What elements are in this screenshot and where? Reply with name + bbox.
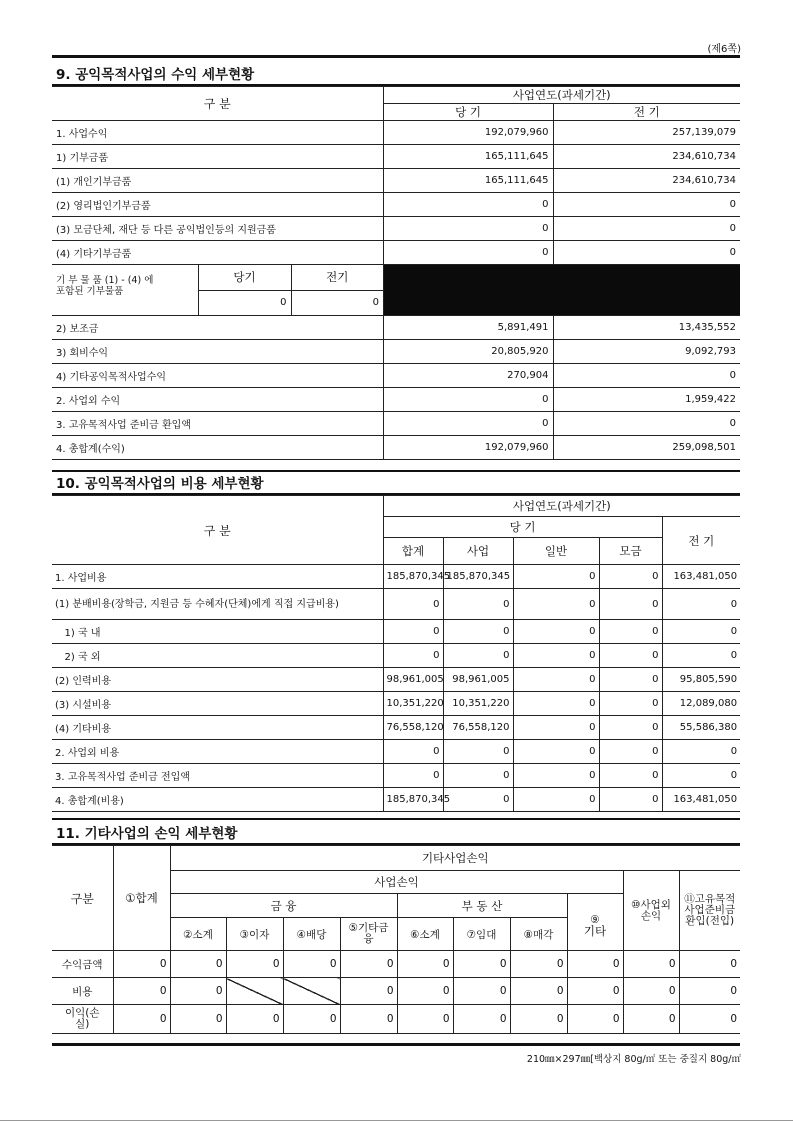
- cell-total: 98,961,005: [383, 668, 443, 692]
- cell-subtotal-re: 0: [397, 978, 453, 1005]
- cell-sale: 0: [510, 1005, 567, 1034]
- goods-current-header: 당기: [198, 265, 291, 290]
- h-etc-label: 기타: [583, 924, 607, 938]
- row-label: 3. 고유목적사업 준비금 환입액: [52, 412, 383, 436]
- cell-fund: 0: [599, 620, 662, 644]
- cell-fund: 0: [599, 740, 662, 764]
- cell-general: 0: [513, 668, 599, 692]
- row-label: (4) 기타비용: [52, 716, 383, 740]
- cell-sale: 0: [510, 951, 567, 978]
- cell-total: 10,351,220: [383, 692, 443, 716]
- cell-prior: 13,435,552: [553, 316, 740, 340]
- bottom-rule: [52, 1043, 740, 1046]
- cell-prior: 0: [662, 644, 740, 668]
- h-dividend: ④배당: [283, 918, 340, 951]
- cell-dividend: 0: [283, 1005, 340, 1034]
- cell-business: 76,558,120: [443, 716, 513, 740]
- cell-fund: 0: [599, 716, 662, 740]
- cell-rent: 0: [453, 1005, 510, 1034]
- row-label: (3) 모금단체, 재단 등 다른 공익법인등의 지원금품: [52, 217, 383, 241]
- row-label: 수익금액: [52, 951, 113, 978]
- cell-nonbiz: 0: [623, 1005, 679, 1034]
- cell-current: 0: [383, 217, 553, 241]
- cell-reserve: 0: [679, 951, 740, 978]
- cell-prior: 0: [662, 764, 740, 788]
- cell-prior: 9,092,793: [553, 340, 740, 364]
- row-label: 2) 국 외: [52, 644, 383, 668]
- cell-current: 20,805,920: [383, 340, 553, 364]
- cell-interest: 0: [226, 1005, 283, 1034]
- cell-prior: 0: [553, 241, 740, 265]
- cell-business: 0: [443, 589, 513, 620]
- goods-label: [52, 265, 198, 315]
- diagonal-cell: [283, 978, 340, 1005]
- cell-nonbiz: 0: [623, 978, 679, 1005]
- cell-subtotal-re: 0: [397, 951, 453, 978]
- h-etc: [567, 894, 623, 951]
- header-gubun: 구 분: [52, 496, 383, 565]
- row-label: 1) 국 내: [52, 620, 383, 644]
- cell-fund: 0: [599, 644, 662, 668]
- cell-general: 0: [513, 764, 599, 788]
- cell-current: 270,904: [383, 364, 553, 388]
- revenue-table: [52, 86, 740, 460]
- cell-total: 0: [113, 1005, 170, 1034]
- cell-current: 165,111,645: [383, 169, 553, 193]
- cell-prior: 95,805,590: [662, 668, 740, 692]
- row-label: 4. 총합계(수익): [52, 436, 383, 460]
- goods-current: 0: [198, 290, 291, 315]
- cell-general: 0: [513, 716, 599, 740]
- diagonal-cell: [226, 978, 283, 1005]
- cell-fund: 0: [599, 589, 662, 620]
- goods-prior: 0: [291, 290, 383, 315]
- cell-business: 185,870,345: [443, 565, 513, 589]
- header-prior: 전 기: [553, 104, 740, 121]
- cell-prior: 234,610,734: [553, 169, 740, 193]
- header-current: 당 기: [383, 517, 662, 538]
- cell-general: 0: [513, 620, 599, 644]
- section-divider: [52, 55, 740, 58]
- cell-subtotal-re: 0: [397, 1005, 453, 1034]
- cell-prior: 0: [662, 620, 740, 644]
- cell-prior: 0: [553, 217, 740, 241]
- cell-subtotal-fin: 0: [170, 978, 226, 1005]
- goods-subtable: [52, 265, 383, 315]
- section11-title: 11. 기타사업의 손익 세부현황: [56, 826, 238, 842]
- h-subtotal-re: ⑥소계: [397, 918, 453, 951]
- cell-total: 0: [383, 764, 443, 788]
- row-label: 1. 사업비용: [52, 565, 383, 589]
- cell-current: 0: [383, 388, 553, 412]
- cell-general: 0: [513, 644, 599, 668]
- row-label: 3. 고유목적사업 준비금 전입액: [52, 764, 383, 788]
- col-business: 사업: [443, 538, 513, 565]
- col-fundraising: 모금: [599, 538, 662, 565]
- cell-fund: 0: [599, 788, 662, 812]
- cell-prior: 0: [662, 589, 740, 620]
- cell-total: 76,558,120: [383, 716, 443, 740]
- cell-business: 0: [443, 620, 513, 644]
- cell-fund: 0: [599, 565, 662, 589]
- cell-total: 0: [383, 644, 443, 668]
- cell-general: 0: [513, 788, 599, 812]
- cell-subtotal-fin: 0: [170, 1005, 226, 1034]
- cell-prior: 257,139,079: [553, 121, 740, 145]
- cell-subtotal-fin: 0: [170, 951, 226, 978]
- h-sale: ⑧매각: [510, 918, 567, 951]
- h-business: 사업손익: [170, 871, 623, 894]
- cell-prior: 0: [553, 412, 740, 436]
- row-label: 4) 기타공익목적사업수익: [52, 364, 383, 388]
- row-label: (3) 시설비용: [52, 692, 383, 716]
- other-business-table: [52, 845, 740, 1034]
- cell-prior: 0: [662, 740, 740, 764]
- cell-total: 185,870,345: [383, 565, 443, 589]
- cell-other-fin: 0: [340, 951, 397, 978]
- cell-rent: 0: [453, 951, 510, 978]
- cell-fund: 0: [599, 668, 662, 692]
- cell-current: 192,079,960: [383, 121, 553, 145]
- header-year: 사업연도(과세기간): [383, 496, 740, 517]
- h-nonbiz: ⑩사업외손익: [623, 871, 679, 951]
- cell-etc: 0: [567, 978, 623, 1005]
- cell-reserve: 0: [679, 978, 740, 1005]
- blacked-out-cell: [383, 265, 740, 316]
- section-divider: [52, 818, 740, 820]
- h-subtotal-fin: ②소계: [170, 918, 226, 951]
- page-edge-line: [0, 1120, 793, 1121]
- goods-label-line1: 기 부 물 품 (1) - (4) 에: [56, 275, 154, 286]
- cell-total: 0: [113, 978, 170, 1005]
- row-label: 2. 사업외 수익: [52, 388, 383, 412]
- col-total: 합계: [383, 538, 443, 565]
- expense-table: [52, 495, 740, 812]
- cell-business: 0: [443, 788, 513, 812]
- header-prior: 전 기: [662, 517, 740, 565]
- row-label: 3) 회비수익: [52, 340, 383, 364]
- h-total: ①합계: [113, 846, 170, 951]
- h-gubun: 구분: [52, 846, 113, 951]
- page-number: (제6쪽): [707, 44, 741, 55]
- cell-business: 10,351,220: [443, 692, 513, 716]
- cell-fund: 0: [599, 764, 662, 788]
- row-label: 2) 보조금: [52, 316, 383, 340]
- header-gubun: 구 분: [52, 87, 383, 121]
- row-label: 이익(손실): [52, 1005, 113, 1034]
- row-label: (1) 개인기부금품: [52, 169, 383, 193]
- cell-fund: 0: [599, 692, 662, 716]
- cell-current: 0: [383, 193, 553, 217]
- cell-business: 0: [443, 644, 513, 668]
- h-rent: ⑦임대: [453, 918, 510, 951]
- cell-dividend: 0: [283, 951, 340, 978]
- row-label: (4) 기타기부금품: [52, 241, 383, 265]
- cell-current: 165,111,645: [383, 145, 553, 169]
- cell-current: 0: [383, 241, 553, 265]
- h-other-business: 기타사업손익: [170, 846, 740, 871]
- h-reserve: ⑪고유목적사업준비금환입(전입): [679, 871, 740, 951]
- cell-total: 185,870,345: [383, 788, 443, 812]
- cell-etc: 0: [567, 1005, 623, 1034]
- goods-cell: [52, 265, 383, 316]
- cell-prior: 1,959,422: [553, 388, 740, 412]
- header-current: 당 기: [383, 104, 553, 121]
- cell-etc: 0: [567, 951, 623, 978]
- cell-general: 0: [513, 740, 599, 764]
- row-label: (1) 분배비용(장학금, 지원금 등 수혜자(단체)에게 직접 지급비용): [52, 589, 383, 620]
- cell-business: 98,961,005: [443, 668, 513, 692]
- cell-prior: 0: [553, 193, 740, 217]
- cell-general: 0: [513, 692, 599, 716]
- cell-prior: 0: [553, 364, 740, 388]
- row-label: 비용: [52, 978, 113, 1005]
- cell-current: 192,079,960: [383, 436, 553, 460]
- cell-rent: 0: [453, 978, 510, 1005]
- h-other-fin: ⑤기타금융: [340, 918, 397, 951]
- row-label: 1) 기부금품: [52, 145, 383, 169]
- row-label: (2) 인력비용: [52, 668, 383, 692]
- goods-prior-header: 전기: [291, 265, 383, 290]
- cell-total: 0: [113, 951, 170, 978]
- cell-business: 0: [443, 740, 513, 764]
- goods-label-line2: 포함된 기부물품: [56, 286, 124, 297]
- cell-sale: 0: [510, 978, 567, 1005]
- row-label: 2. 사업외 비용: [52, 740, 383, 764]
- row-label: (2) 영리법인기부금품: [52, 193, 383, 217]
- cell-reserve: 0: [679, 1005, 740, 1034]
- row-label: 4. 총합계(비용): [52, 788, 383, 812]
- cell-other-fin: 0: [340, 1005, 397, 1034]
- cell-prior: 163,481,050: [662, 788, 740, 812]
- cell-prior: 55,586,380: [662, 716, 740, 740]
- cell-prior: 234,610,734: [553, 145, 740, 169]
- cell-prior: 12,089,080: [662, 692, 740, 716]
- cell-prior: 163,481,050: [662, 565, 740, 589]
- h-finance: 금 융: [170, 894, 397, 918]
- cell-other-fin: 0: [340, 978, 397, 1005]
- cell-current: 0: [383, 412, 553, 436]
- cell-general: 0: [513, 589, 599, 620]
- section9-title: 9. 공익목적사업의 수익 세부현황: [56, 67, 255, 83]
- row-label: 1. 사업수익: [52, 121, 383, 145]
- cell-business: 0: [443, 764, 513, 788]
- section10-title: 10. 공익목적사업의 비용 세부현황: [56, 476, 264, 492]
- h-realestate: 부 동 산: [397, 894, 567, 918]
- h-etc-num: ⑨: [590, 914, 600, 926]
- col-general: 일반: [513, 538, 599, 565]
- cell-general: 0: [513, 565, 599, 589]
- cell-total: 0: [383, 589, 443, 620]
- cell-current: 5,891,491: [383, 316, 553, 340]
- header-year: 사업연도(과세기간): [383, 87, 740, 104]
- cell-prior: 259,098,501: [553, 436, 740, 460]
- paper-spec-footer: 210㎜×297㎜[백상지 80g/㎡ 또는 중질지 80g/㎡: [526, 1054, 741, 1065]
- cell-interest: 0: [226, 951, 283, 978]
- cell-total: 0: [383, 620, 443, 644]
- cell-nonbiz: 0: [623, 951, 679, 978]
- h-interest: ③이자: [226, 918, 283, 951]
- cell-total: 0: [383, 740, 443, 764]
